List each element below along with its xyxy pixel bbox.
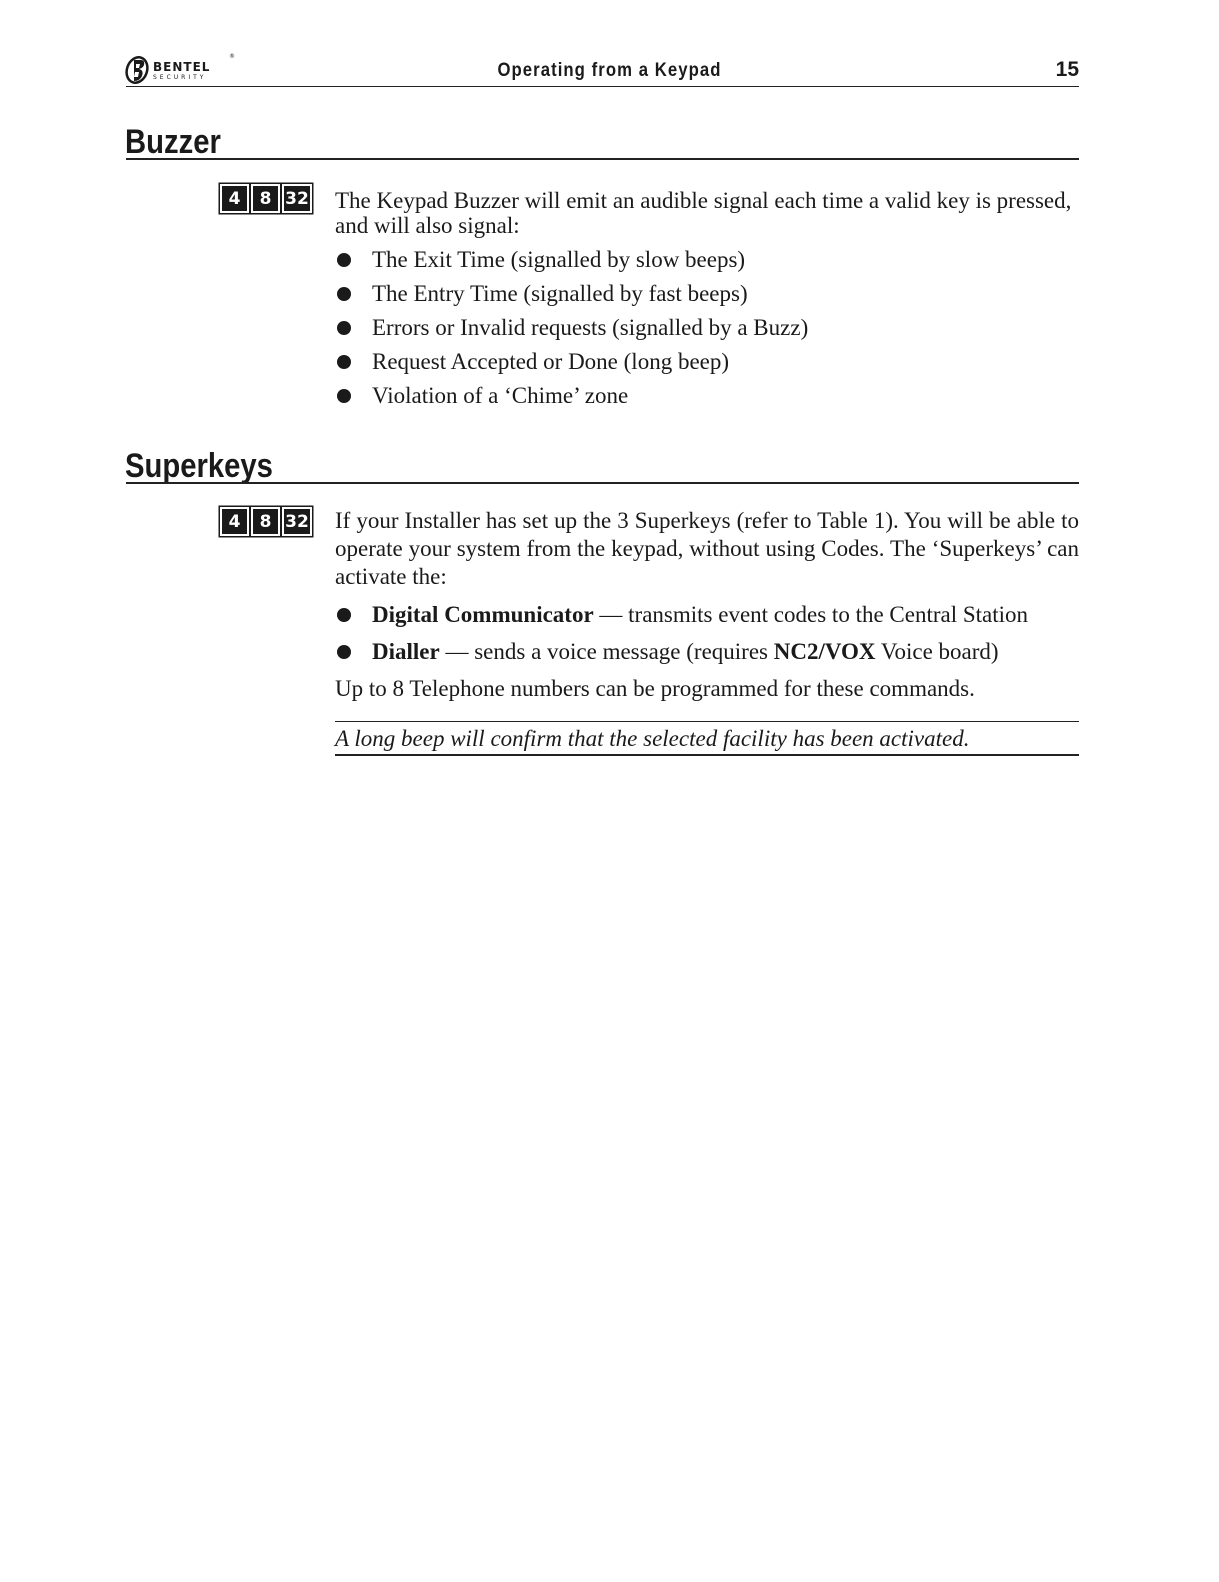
section-title-buzzer: Buzzer <box>125 123 221 161</box>
keypad-badge-4: 4 <box>220 507 249 536</box>
superkeys-intro: If your Installer has set up the 3 Superkeys (refer to Table 1). You will be able to operate your system from the keypad, without using Codes. The ‘Superkeys’ can activate the: <box>335 508 1079 589</box>
keypad-badges <box>220 507 312 536</box>
list-item-bold: Dialler <box>372 639 440 664</box>
list-item-text: — transmits event codes to the Central Station <box>593 602 1029 627</box>
keypad-badge-8: 8 <box>251 184 280 213</box>
list-item-text: Violation of a ‘Chime’ zone <box>372 383 629 408</box>
page-number: 15 <box>1055 58 1079 81</box>
list-item <box>335 277 1079 311</box>
section-rule <box>126 158 1079 160</box>
keypad-badge-32: 32 <box>282 507 312 536</box>
bullet-icon <box>337 608 351 622</box>
logo-subtext: SECURITY <box>153 74 207 81</box>
list-item-bold: Digital Communicator <box>372 602 594 627</box>
buzzer-list <box>335 243 1079 413</box>
superkeys-footer: Up to 8 Telephone numbers can be programmed for these commands. <box>335 676 975 701</box>
bullet-icon <box>337 389 351 403</box>
list-item-text: Request Accepted or Done (long beep) <box>372 349 730 374</box>
section-title-superkeys: Superkeys <box>125 447 273 485</box>
bullet-icon <box>337 253 351 267</box>
list-item-bold: NC2/VOX <box>773 639 876 664</box>
list-item-text: — sends a voice message (requires <box>439 639 774 664</box>
list-item-text: The Entry Time (signalled by fast beeps) <box>372 281 748 306</box>
keypad-badge-4: 4 <box>220 184 249 213</box>
bullet-icon <box>337 287 351 301</box>
superkeys-list <box>335 596 1079 670</box>
keypad-badge-8: 8 <box>251 507 280 536</box>
bullet-icon <box>337 355 351 369</box>
list-item <box>335 311 1079 345</box>
list-item <box>335 243 1079 277</box>
buzzer-intro: The Keypad Buzzer will emit an audible signal each time a valid key is pressed, and will also signal: <box>335 188 1072 238</box>
running-head: Operating from a Keypad <box>497 60 722 81</box>
list-item <box>335 345 1079 379</box>
keypad-badges <box>220 184 312 213</box>
list-item <box>335 379 1079 413</box>
list-item-text: Voice board) <box>875 639 999 664</box>
bullet-icon <box>337 645 351 659</box>
section-rule <box>126 482 1079 484</box>
list-item <box>335 596 1079 633</box>
bullet-icon <box>337 321 351 335</box>
logo-text: BENTEL <box>153 60 211 74</box>
list-item <box>335 633 1079 670</box>
list-item-text: The Exit Time (signalled by slow beeps) <box>372 247 746 272</box>
registered-mark: ® <box>229 53 235 60</box>
note-box: A long beep will confirm that the selected facility has been activated. <box>335 721 1079 756</box>
keypad-badge-32: 32 <box>282 184 312 213</box>
header-rule <box>126 86 1079 87</box>
list-item-text: Errors or Invalid requests (signalled by a Buzz) <box>372 315 809 340</box>
